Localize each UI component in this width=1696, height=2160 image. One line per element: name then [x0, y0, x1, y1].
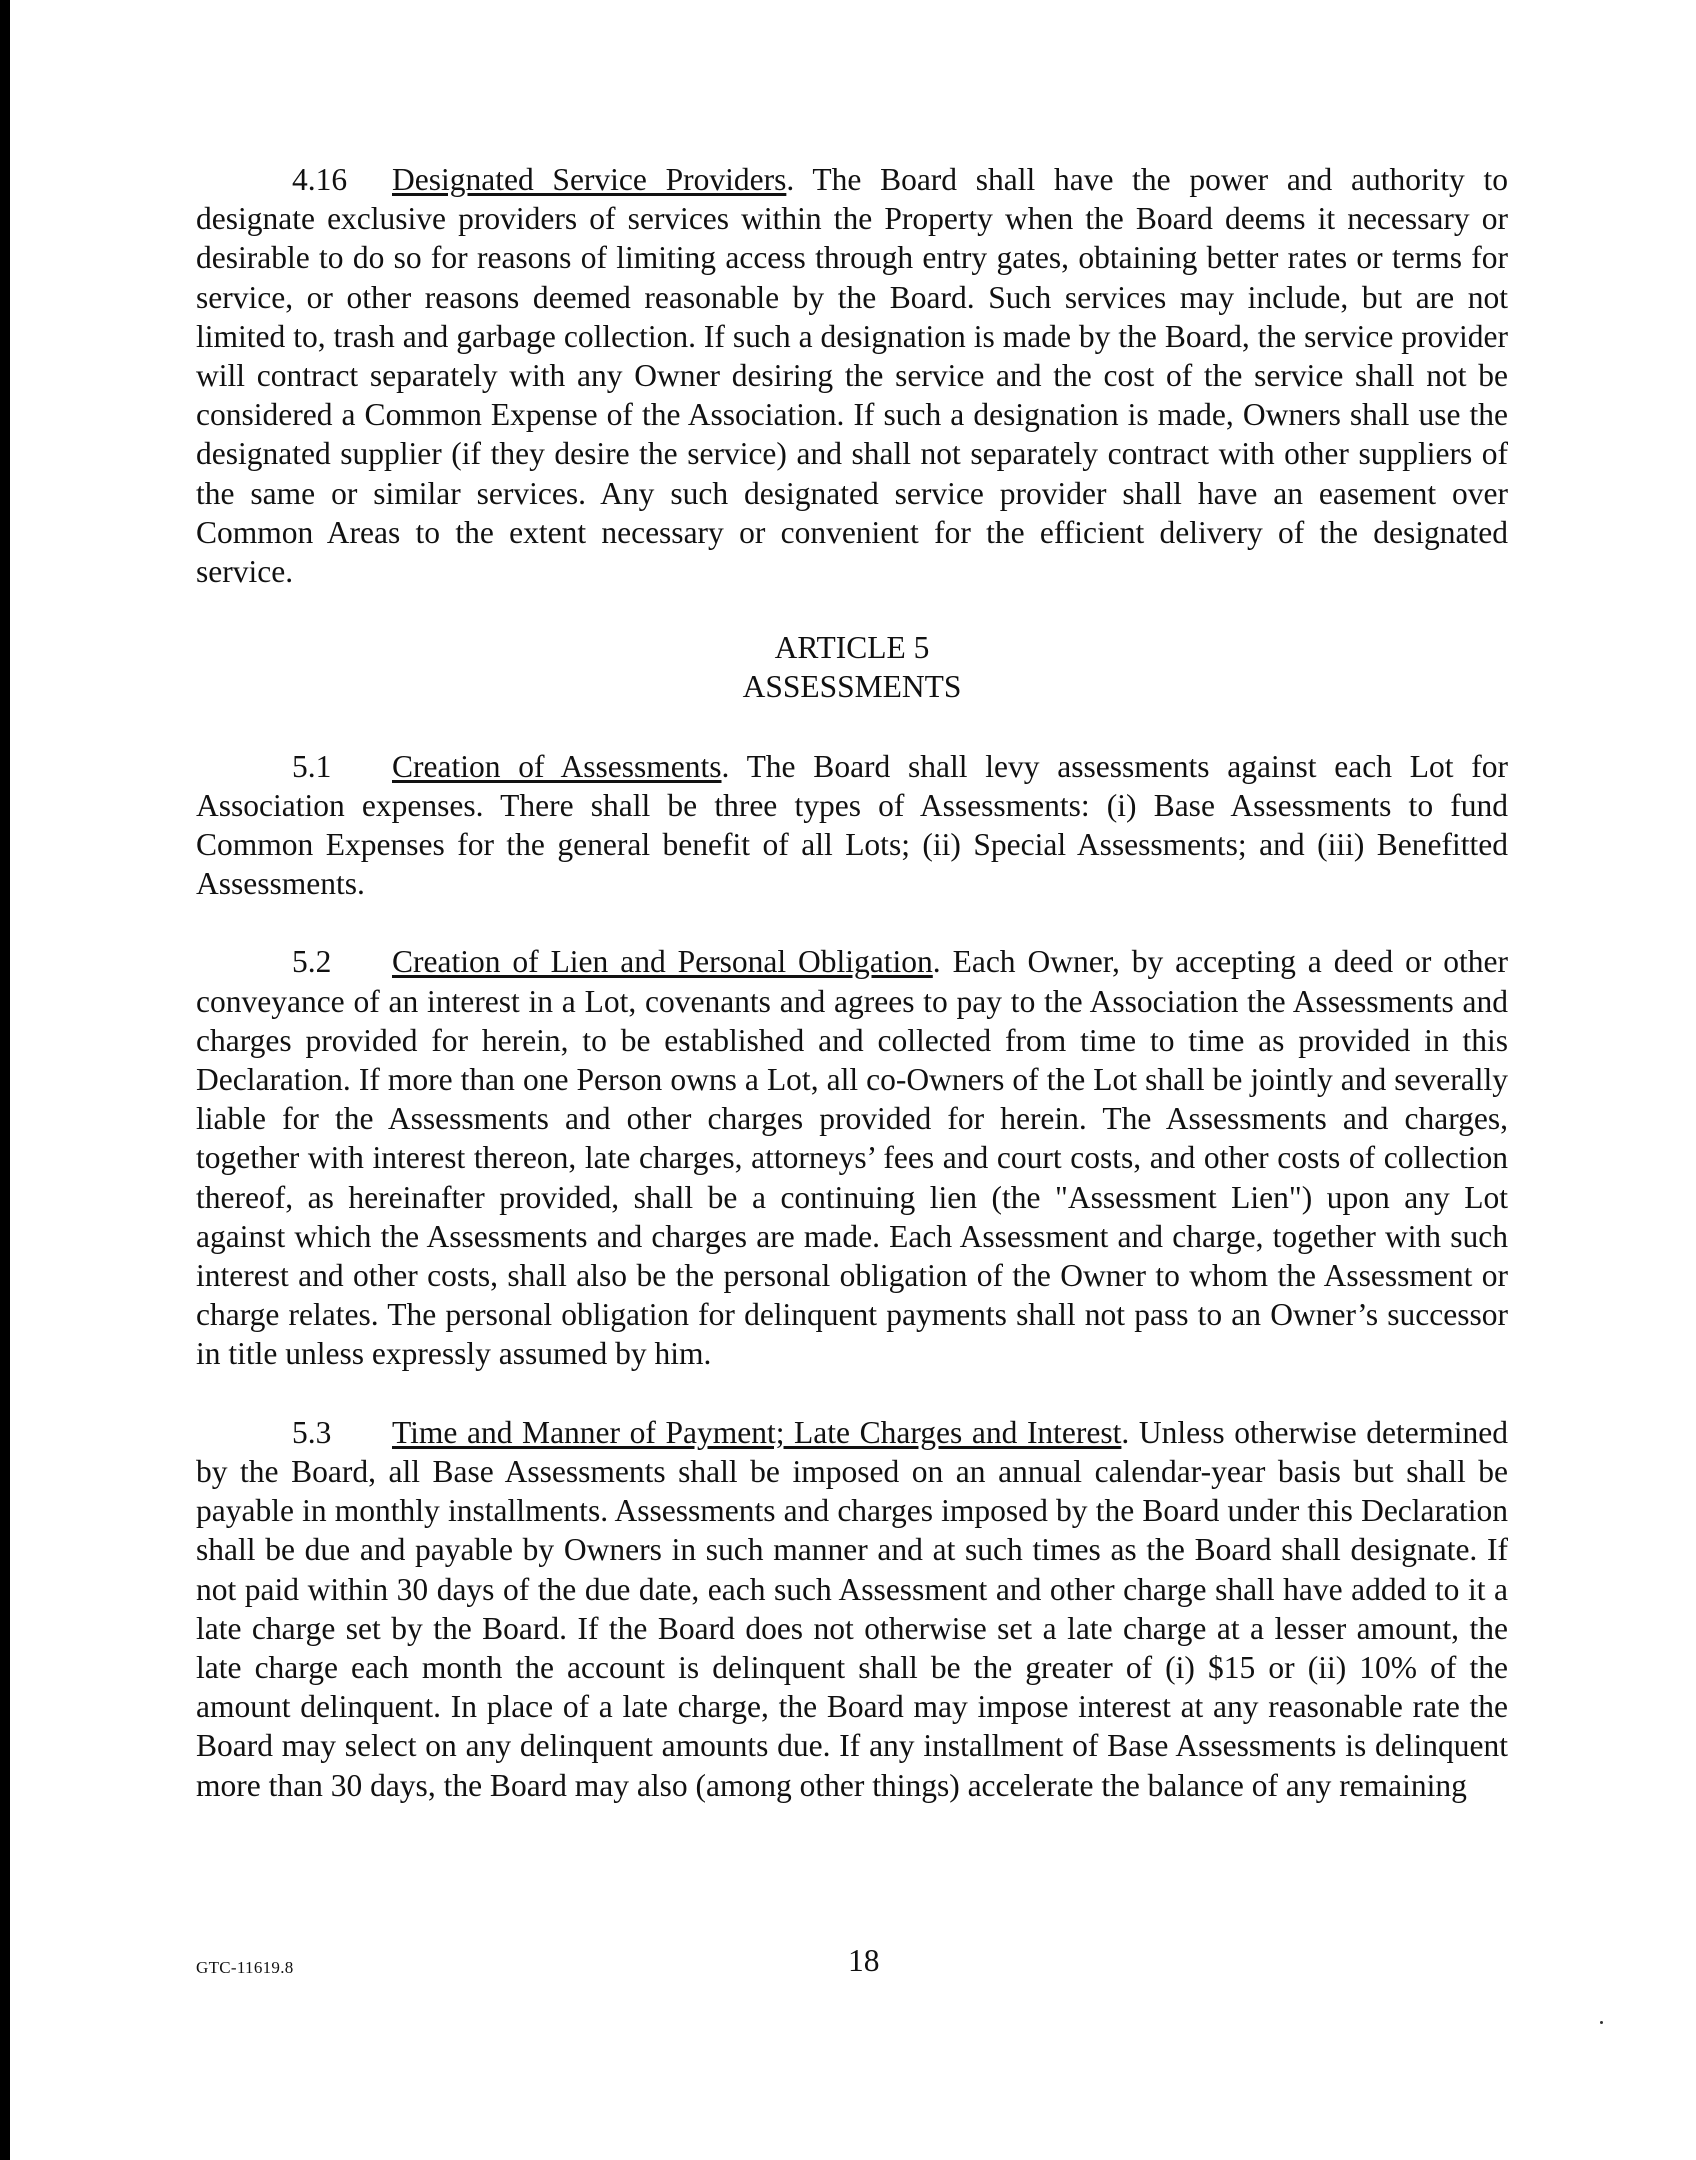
section-body: . The Board shall have the power and authority to designate exclusive providers of services within the Property when the Board deems it necessary or desirable to do so for reasons of limiting access through entry gates, obtaining better rates or terms for service, or other reasons deemed reasonable by the Board. Such services may include, but are not limited to, trash and garbage collection. If such a designation is made by the Board, the service provider will contract separately with any Owner desiring the service and the cost of the service shall not be considered a Common Expense of the Association. If such a designation is made, Owners shall use the designated supplier (if they desire the service) and shall not separately contract with other suppliers of the same or similar services. Any such designated service provider shall have an easement over Common Areas to the extent necessary or convenient for the efficient delivery of the designated service. [196, 162, 1508, 590]
section-body: . Unless otherwise determined by the Board, all Base Assessments shall be imposed on an annual calendar-year basis but shall be payable in monthly installments. Assessments and charges imposed by the Board under this Declaration shall be due and payable by Owners in such manner and at such times as the Board shall designate. If not paid within 30 days of the due date, each such Assessment and other charge shall have added to it a late charge set by the Board. If the Board does not otherwise set a late charge at a lesser amount, the late charge each month the account is delinquent shall be the greater of (i) $15 or (ii) 10% of the amount delinquent. In place of a late charge, the Board may impose interest at any reasonable rate the Board may select on any delinquent amounts due. If any installment of Base Assessments is delinquent more than 30 days, the Board may also (among other things) accelerate the balance of any remaining [196, 1414, 1508, 1803]
section-heading: Creation of Assessments [392, 748, 722, 784]
scan-left-border [0, 0, 10, 2160]
section-number: 5.2 [292, 944, 332, 980]
scan-speck [1600, 2021, 1603, 2024]
article-heading [196, 628, 1508, 706]
section-5-1 [196, 747, 1508, 904]
section-heading: Designated Service Providers [392, 162, 787, 197]
section-5-3 [196, 1413, 1508, 1805]
section-heading: Time and Manner of Payment; Late Charges and Interest [392, 1414, 1122, 1450]
section-4-16 [196, 160, 1508, 591]
article-number: ARTICLE 5 [774, 630, 930, 666]
document-code: GTC-11619.8 [196, 1958, 294, 1977]
document-page [196, 160, 1508, 1805]
section-number: 5.1 [292, 748, 332, 784]
page-number: 18 [848, 1943, 880, 1978]
section-heading: Creation of Lien and Personal Obligation [392, 944, 933, 980]
section-5-2 [196, 942, 1508, 1373]
section-body: . Each Owner, by accepting a deed or other conveyance of an interest in a Lot, covenants and agrees to pay to the Association the Assessments and charges provided for herein, to be established and collected from time to time as provided in this Declaration. If more than one Person owns a Lot, all co-Owners of the Lot shall be jointly and severally liable for the Assessments and other charges provided for herein. The Assessments and charges, together with interest thereon, late charges, attorneys’ fees and court costs, and other costs of collection thereof, as hereinafter provided, shall be a continuing lien (the "Assessment Lien") upon any Lot against which the Assessments and charges are made. Each Assessment and charge, together with such interest and other costs, shall also be the personal obligation of the Owner to whom the Assessment or charge relates. The personal obligation for delinquent payments shall not pass to an Owner’s successor in title unless expressly assumed by him. [196, 944, 1508, 1372]
section-number: 4.16 [292, 162, 348, 197]
article-title: ASSESSMENTS [742, 669, 962, 705]
section-number: 5.3 [292, 1414, 332, 1450]
section-body: . The Board shall levy assessments against each Lot for Association expenses. There shall be three types of Assessments: (i) Base Assessments to fund Common Expenses for the general benefit of all Lots; (ii) Special Assessments; and (iii) Benefitted Assessments. [196, 748, 1508, 902]
